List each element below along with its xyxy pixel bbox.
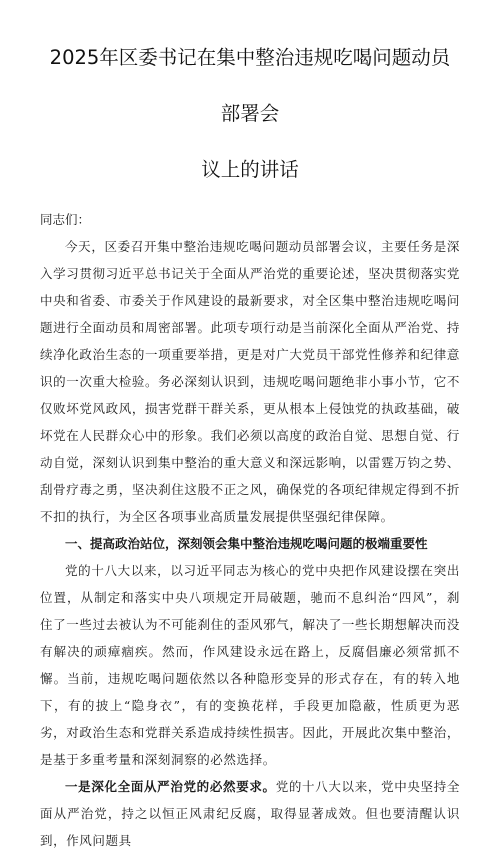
body-paragraph-2: 党的十八大以来，以习近平同志为核心的党中央把作风建设摆在突出位置，从制定和落实中央八项规定开局破题，驰而不息纠治“四风”，刹住了一些过去被认为不可能刹住的歪风邪气，解决了一些长期想解决而没有解决的顽瘴痼疾。然而，作风建设永远在路上，反腐倡廉必须常抓不懈。当前，违规吃喝问题依然以各种隐形变异的形式存在，有的转入地下，有的披上“隐身衣”，有的变换花样，手段更加隐蔽，性质更为恶劣，对政治生态和党群关系造成持续性损害。因此，开展此次集中整治，是基于多重考量和深刻洞察的必然选择。 [40, 563, 460, 767]
paragraph-body-text: 党的十八大以来，党中央坚持全面从严治党，持之以恒正风肃纪反腐，取得显著成效。但也要清醒认识到，作风问题具 [40, 779, 460, 848]
salutation: 同志们： [40, 212, 91, 227]
body-paragraph-3 [40, 773, 460, 854]
title-line-2: 议上的讲话 [201, 158, 299, 181]
document-title [40, 30, 460, 198]
title-line-1: 2025年区委书记在集中整治违规吃喝问题动员部署会 [49, 46, 451, 125]
paragraph-lead-text: 一是深化全面从严治党的必然要求。 [65, 779, 276, 794]
section-heading-1: 一、提高政治站位，深刻领会集中整治违规吃喝问题的极端重要性 [65, 536, 428, 551]
body-paragraph-intro: 今天，区委召开集中整治违规吃喝问题动员部署会议，主要任务是深入学习贯彻习近平总书记关于全面从严治党的重要论述，坚决贯彻落实党中央和省委、市委关于作风建设的最新要求，对全区集中整治违规吃喝问题进行全面动员和周密部署。此项专项行动是当前深化全面从严治党、持续净化政治生态的一项重要举措，更是对广大党员干部党性修养和纪律意识的一次重大检验。务必深刻认识到，违规吃喝问题绝非小事小节，它不仅败坏党风政风，损害党群干群关系，更从根本上侵蚀党的执政基础，破坏党在人民群众心中的形象。我们必须以高度的政治自觉、思想自觉、行动自觉，深刻认识到集中整治的重大意义和深远影响，以雷霆万钧之势、刮骨疗毒之勇，坚决刹住这股不正之风，确保党的各项纪律规定得到不折不扣的执行，为全区各项事业高质量发展提供坚强纪律保障。 [40, 239, 460, 524]
